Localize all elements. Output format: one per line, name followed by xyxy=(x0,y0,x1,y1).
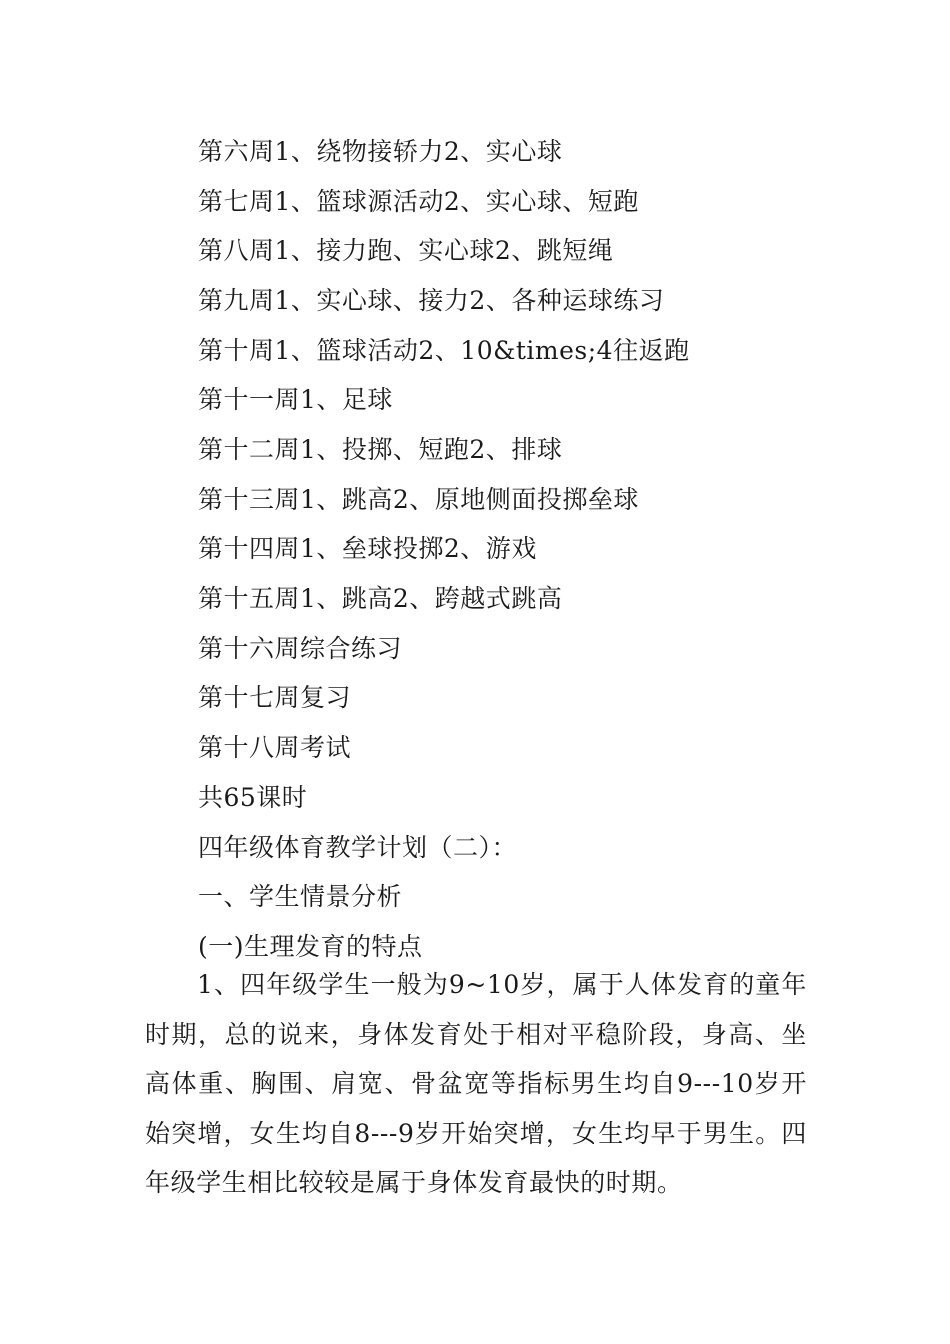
schedule-week-12: 第十二周1、投掷、短跑2、排球 xyxy=(198,435,563,464)
subsection-heading: (一)生理发育的特点 xyxy=(198,932,423,961)
schedule-week-6: 第六周1、绕物接轿力2、实心球 xyxy=(198,137,563,166)
schedule-week-15: 第十五周1、跳高2、跨越式跳高 xyxy=(198,584,563,613)
schedule-week-8: 第八周1、接力跑、实心球2、跳短绳 xyxy=(198,236,614,265)
total-lessons: 共65课时 xyxy=(198,783,308,812)
plan-title: 四年级体育教学计划（二）： xyxy=(198,833,518,862)
schedule-week-9: 第九周1、实心球、接力2、各种运球练习 xyxy=(198,286,665,315)
schedule-week-17: 第十七周复习 xyxy=(198,683,352,712)
schedule-week-7: 第七周1、篮球源活动2、实心球、短跑 xyxy=(198,187,639,216)
schedule-week-13: 第十三周1、跳高2、原地侧面投掷垒球 xyxy=(198,485,639,514)
body-paragraph: 1、四年级学生一般为9~10岁，属于人体发育的童年时期，总的说来，身体发育处于相对平稳阶段，身高、坐高体重、胸围、肩宽、骨盆宽等指标男生均自9---10岁开始突增，女生均自8---9岁开始突增，女生均早于男生。四年级学生相比较较是属于身体发育最快的时期。 xyxy=(145,970,807,1197)
schedule-week-11: 第十一周1、足球 xyxy=(198,385,393,414)
section-heading: 一、学生情景分析 xyxy=(198,882,403,911)
schedule-week-10: 第十周1、篮球活动2、10&times;4往返跑 xyxy=(198,336,690,365)
schedule-week-16: 第十六周综合练习 xyxy=(198,634,403,663)
schedule-week-14: 第十四周1、垒球投掷2、游戏 xyxy=(198,534,537,563)
schedule-week-18: 第十八周考试 xyxy=(198,733,352,762)
